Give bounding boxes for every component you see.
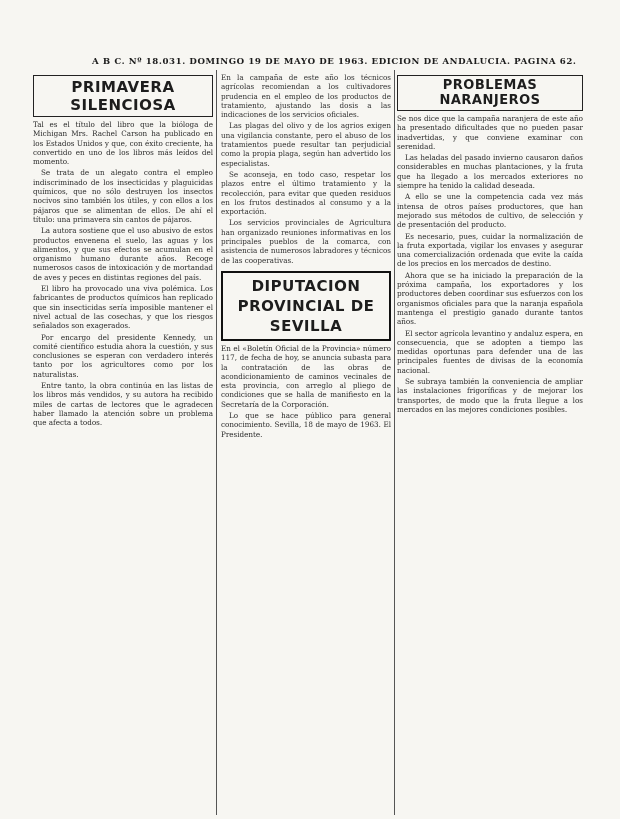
notice-paragraph: Lo que se hace público para general conocimiento. Sevilla, 18 de mayo de 1963. El Presidente. (221, 411, 391, 439)
article-paragraph: Tal es el título del libro que la bióloga de Michigan Mrs. Rachel Carson ha publicado en los Estados Unidos y que, con éxito creciente, ha convertido en uno de los libros más leídos del momento. (33, 120, 213, 167)
article-paragraph: A ello se une la competencia cada vez más intensa de otros países productores, que han mejorado sus métodos de cultivo, de selección y de presentación del producto. (397, 192, 583, 230)
article-paragraph: Las plagas del olivo y de los agrios exigen una vigilancia constante, pero el abuso de los tratamientos puede resultar tan perjudicial como la propia plaga, según han advertido los especialistas. (221, 121, 391, 168)
article-paragraph: Se aconseja, en todo caso, respetar los plazos entre el último tratamiento y la recolección, para evitar que queden residuos en los frutos destinados al consumo y a la exportación. (221, 169, 391, 217)
middle-column (221, 73, 391, 441)
article-paragraph: La autora sostiene que el uso abusivo de estos productos envenena el suelo, las aguas y los alimentos, y que sus efectos se acumulan en el organismo humano durante años. Recoge numerosos casos de intoxicación y de mortandad de aves y peces en distintas regiones del país. (33, 226, 213, 282)
article-paragraph: Se nos dice que la campaña naranjera de este año ha presentado dificultades que no pueden pasar inadvertidas, y que conviene examinar con serenidad. (397, 114, 583, 151)
notice-paragraph: En el «Boletín Oficial de la Provincia» número 117, de fecha de hoy, se anuncia subasta para la contratación de las obras de acondicionamiento de caminos vecinales de esta provincia, con arreglo al pliego de condiciones que se halla de manifiesto en la Secretaría de la Corporación. (221, 343, 391, 409)
column-rule (394, 70, 395, 815)
article-primavera-silenciosa (33, 73, 213, 430)
article-paragraph: Los servicios provinciales de Agricultura han organizado reuniones informativas en los principales pueblos de la comarca, con asistencia de numerosos labradores y técnicos de las cooperativas. (221, 218, 391, 265)
diputacion-headline: DIPUTACION PROVINCIAL DE SEVILLA (221, 271, 391, 341)
article-paragraph: Es necesario, pues, cuidar la normalización de la fruta exportada, vigilar los envases y asegurar una comercialización ordenada que evite la caída de los precios en los mercados de destino. (397, 231, 583, 269)
article-paragraph: El sector agrícola levantino y andaluz espera, en consecuencia, que se adopten a tiempo las medidas oportunas para defender una de las principales fuentes de divisas de la economía nacional. (397, 328, 583, 375)
article-paragraph: Entre tanto, la obra continúa en las listas de los libros más vendidos, y su autora ha recibido miles de cartas de lectores que le agradecen haber llamado la atención sobre un problema que afecta a todos. (33, 381, 213, 428)
article-paragraph: En la campaña de este año los técnicos agrícolas recomiendan a los cultivadores prudencia en el empleo de los productos de tratamiento, ajustando las dosis a las indicaciones de los servicios oficiales. (221, 73, 391, 120)
column-rule (216, 70, 217, 815)
page-header: A B C. Nº 18.031. DOMINGO 19 DE MAYO DE 1963. EDICION DE ANDALUCIA. PAGINA 62. (92, 57, 577, 67)
article-paragraph: Por encargo del presidente Kennedy, un comité científico estudia ahora la cuestión, y sus conclusiones se esperan con verdadero interés tanto por los agricultores como por los naturalistas. (33, 332, 213, 379)
article-paragraph: Las heladas del pasado invierno causaron daños considerables en muchas plantaciones, y la fruta que ha llegado a los mercados exteriores no siempre ha tenido la calidad deseada. (397, 153, 583, 191)
article-problemas-naranjeros (397, 73, 583, 416)
article-headline: PROBLEMAS NARANJEROS (397, 75, 583, 111)
article-paragraph: El libro ha provocado una viva polémica. Los fabricantes de productos químicos han replicado que sin insecticidas sería imposible mantener el nivel actual de las cosechas, y que los riesgos señalados son exagerados. (33, 284, 213, 331)
article-headline: PRIMAVERA SILENCIOSA (33, 75, 213, 117)
article-paragraph: Ahora que se ha iniciado la preparación de la próxima campaña, los exportadores y los productores deben coordinar sus esfuerzos con los organismos oficiales para que la naranja española mantenga el prestigio ganado durante tantos años. (397, 270, 583, 327)
article-paragraph: Se trata de un alegato contra el empleo indiscriminado de los insecticidas y plaguicidas químicos, que no sólo destruyen los insectos nocivos sino también los útiles, y con ellos a los pájaros que se alimentan de ellos. De ahí el título: una primavera sin cantos de pájaros. (33, 168, 213, 224)
article-paragraph: Se subraya también la conveniencia de ampliar las instalaciones frigoríficas y de mejorar los transportes, de modo que la fruta llegue a los mercados en las mejores condiciones posibles. (397, 377, 583, 414)
